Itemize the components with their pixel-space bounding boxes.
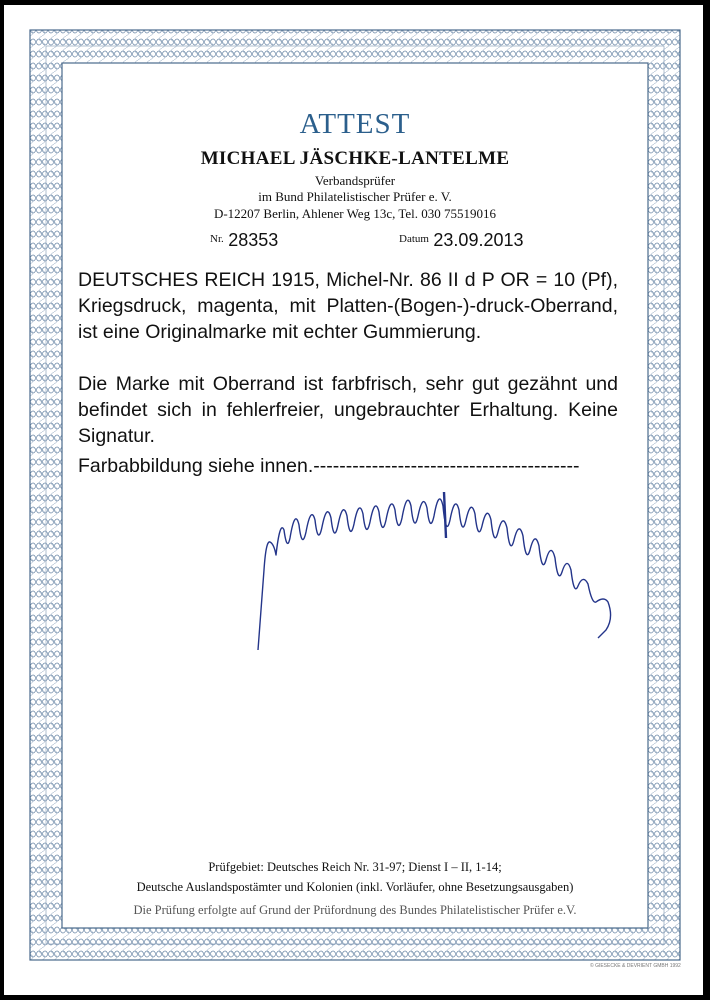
examiner-role: Verbandsprüfer [314,173,396,188]
certificate-date [399,230,524,251]
handwritten-signature [240,480,680,670]
condition-description: Die Marke mit Oberrand ist farbfrisch, sehr gut gezähnt und befindet sich in fehlerfreier, ungebrauchter Erhaltung. Keine Signatur. [78,373,618,447]
scope-line-2: Deutsche Auslandspostämter und Kolonien (inkl. Vorläufer, ohne Besetzungsausgaben) [136,880,574,894]
date-label: Datum [399,233,429,245]
illustration-note: Farbabbildung siehe innen.----------------------------------------- [78,455,580,477]
number-value: 28353 [228,230,279,250]
date-value: 23.09.2013 [433,230,524,250]
printer-imprint: © GIESECKE & DEVRIENT GMBH 1992 [590,963,681,969]
regulation-note: Die Prüfung erfolgte auf Grund der Prüfordnung des Bundes Philatelistischer Prüfer e.V. [133,903,577,917]
stamp-description: DEUTSCHES REICH 1915, Michel-Nr. 86 II d P OR = 10 (Pf), Kriegsdruck, magenta, mit Platten-(Bogen-)-druck-Oberrand, ist eine Originalmarke mit echter Gummierung. [78,269,618,343]
certificate-title: ATTEST [299,108,411,140]
scope-line-1: Prüfgebiet: Deutsches Reich Nr. 31-97; Dienst I – II, 1-14; [208,860,502,874]
association-name: im Bund Philatelistischer Prüfer e. V. [258,189,452,204]
examiner-address: D-12207 Berlin, Ahlener Weg 13c, Tel. 030 75519016 [213,206,497,221]
certificate-number [210,230,278,251]
number-label: Nr. [210,233,224,245]
examiner-name: MICHAEL JÄSCHKE-LANTELME [200,148,510,169]
